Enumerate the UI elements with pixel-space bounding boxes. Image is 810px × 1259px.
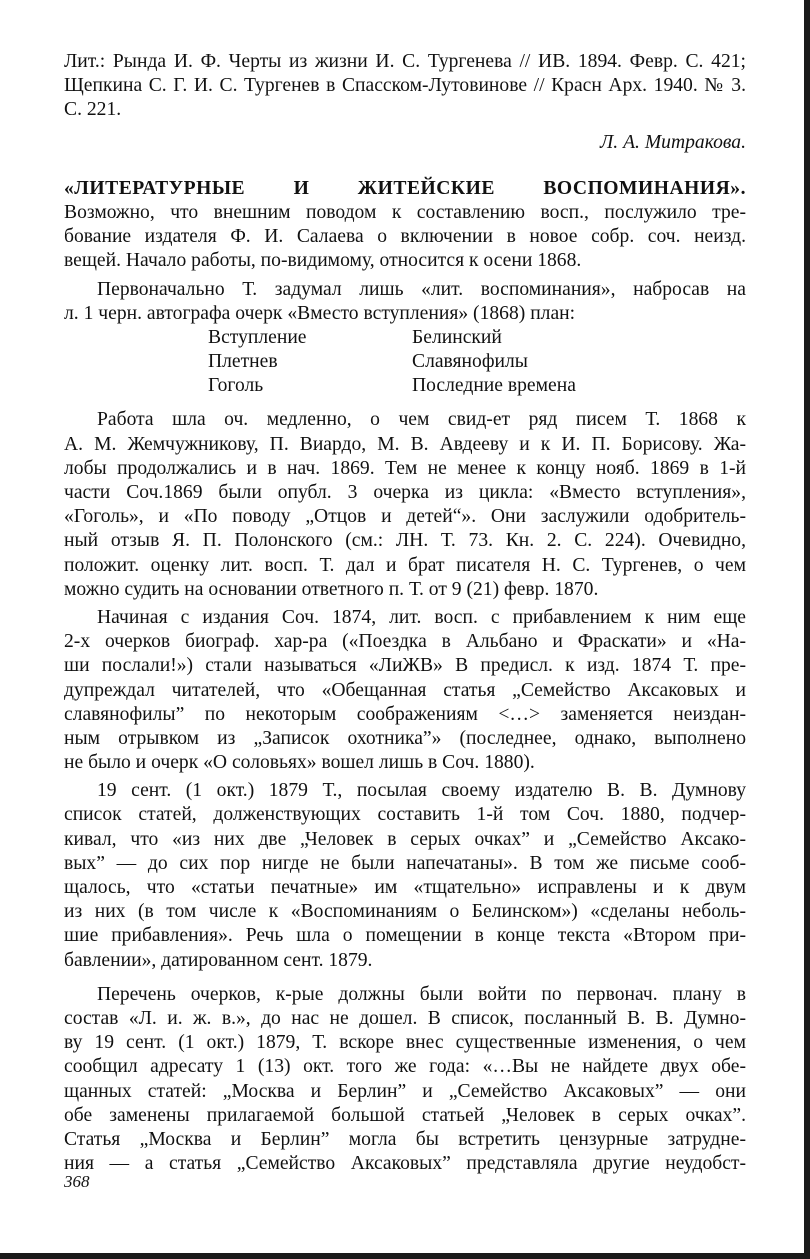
reference-line: С. 221. bbox=[64, 99, 122, 121]
paragraph-line: шие прибавления». Речь шла о помещении в конце текста «Втором при- bbox=[64, 925, 746, 947]
paragraph-line: ным отрывком из „Записок охотника”» (последнее, однако, выполнено bbox=[64, 727, 746, 749]
paragraph-line: список статей, долженствующих составить 1-й том Соч. 1880, подчер- bbox=[64, 804, 746, 826]
paragraph-line: сообщил адресату 1 (13) окт. того же года: «…Вы не найдете двух обе- bbox=[64, 1056, 746, 1078]
paragraph-line: вещей. Начало работы, по-видимому, относится к осени 1868. bbox=[64, 250, 582, 272]
references-block bbox=[64, 50, 746, 155]
page-body bbox=[64, 50, 746, 1176]
paragraph-line: ный отзыв Я. П. Полонского (см.: ЛН. Т. 73. Кн. 2. С. 224). Очевидно, bbox=[64, 530, 746, 552]
scan-edge-bottom bbox=[0, 1253, 810, 1259]
paragraph-line: Статья „Москва и Берлин” могла бы встретить цензурные затрудне- bbox=[64, 1128, 746, 1150]
plan-item: Плетнев bbox=[208, 351, 278, 373]
paragraph-line: славянофилы” по некоторым соображениям <…> заменяется неиздан- bbox=[64, 703, 746, 725]
paragraph-line: Первоначально Т. задумал лишь «лит. воспоминания», набросав на bbox=[97, 278, 746, 300]
paragraph-line: лобы продолжались и в нач. 1869. Тем не менее к концу нояб. 1869 в 1-й bbox=[64, 457, 746, 479]
plan-item: Славянофилы bbox=[412, 351, 528, 373]
paragraph-line: кивал, что «из них две „Человек в серых очках” и „Семейство Аксако- bbox=[64, 828, 746, 850]
paragraph-line: дупреждал читателей, что «Обещанная статья „Семейство Аксаковых и bbox=[64, 679, 746, 701]
paragraph-line: Работа шла оч. медленно, о чем свид-ет ряд писем Т. 1868 к bbox=[97, 409, 746, 431]
reference-line: Лит.: Рында И. Ф. Черты из жизни И. С. Тургенева // ИВ. 1894. Февр. С. 421; bbox=[64, 51, 746, 72]
plan-column-right bbox=[412, 326, 576, 399]
paragraph-line: А. М. Жемчужникову, П. Виардо, М. В. Авдееву и к И. П. Борисову. Жа- bbox=[64, 433, 746, 455]
paragraph-line: состав «Л. и. ж. в.», до нас не дошел. В список, посланный В. В. Думно- bbox=[64, 1007, 746, 1029]
paragraph-line: Перечень очерков, к-рые должны были войти по первонач. плану в bbox=[97, 983, 746, 1005]
article bbox=[64, 177, 746, 1177]
paragraph-line: Начиная с издания Соч. 1874, лит. восп. с прибавлением к ним еще bbox=[97, 606, 746, 628]
paragraph-line: не было и очерк «О соловьях» вошел лишь в Соч. 1880). bbox=[64, 752, 535, 774]
reference-line: Щепкина С. Г. И. С. Тургенев в Спасском-Лутовинове // Красн Арх. 1940. № 3. bbox=[64, 75, 746, 97]
plan-list bbox=[64, 326, 746, 399]
paragraph-line: части Соч.1869 были опубл. 3 очерка из цикла: «Вместо вступления», bbox=[64, 482, 746, 504]
paragraph-line: бование издателя Ф. И. Салаева о включении в новое собр. соч. неизд. bbox=[64, 226, 746, 248]
page-number: 368 bbox=[64, 1172, 90, 1191]
plan-column-left bbox=[208, 326, 307, 399]
plan-item: Гоголь bbox=[208, 375, 264, 397]
scan-edge-right bbox=[804, 0, 810, 1259]
paragraph-line: 19 сент. (1 окт.) 1879 Т., посылая своему издателю В. В. Думнову bbox=[97, 780, 746, 802]
paragraph-line: вых” — до сих пор нигде не были напечатаны». В том же письме сооб- bbox=[64, 852, 746, 874]
plan-item: Белинский bbox=[412, 326, 502, 348]
paragraph-line: «Гоголь», и «По поводу „Отцов и детей“». Они заслужили одобритель- bbox=[64, 506, 746, 528]
author-signature: Л. А. Митракова. bbox=[600, 131, 746, 153]
plan-item: Вступление bbox=[208, 326, 307, 348]
paragraph-line: положит. оценку лит. восп. Т. дал и брат писателя Н. С. Тургенев, о чем bbox=[64, 554, 746, 576]
paragraph-line: бавлении», датированном сент. 1879. bbox=[64, 949, 373, 971]
paragraph-line: из них (в том числе к «Воспоминаниям о Белинском») «сделаны неболь- bbox=[64, 901, 746, 923]
paragraph-line: щанных статей: „Москва и Берлин” и „Семейство Аксаковых” — они bbox=[64, 1080, 746, 1102]
paragraph-line: ния — а статья „Семейство Аксаковых” представляла другие неудобст- bbox=[64, 1153, 746, 1175]
paragraph-line: 2-х очерков биограф. хар-ра («Поездка в Альбано и Фраскати» и «На- bbox=[64, 631, 746, 653]
plan-item: Последние времена bbox=[412, 375, 576, 397]
paragraph-line: Возможно, что внешним поводом к составлению восп., послужило тре- bbox=[64, 201, 746, 223]
article-heading: «ЛИТЕРАТУРНЫЕ И ЖИТЕЙСКИЕ ВОСПОМИНАНИЯ». bbox=[64, 177, 746, 199]
paragraph-line: щалось, что «статьи печатные» им «тщательно» исправлены и к двум bbox=[64, 877, 746, 899]
paragraph-line: ву 19 сент. (1 окт.) 1879, Т. вскоре внес существенные изменения, о чем bbox=[64, 1032, 746, 1054]
paragraph-line: обе заменены прилагаемой большой статьей „Человек в серых очках”. bbox=[64, 1104, 746, 1126]
paragraph-line: ши послали!») стали называться «ЛиЖВ» В предисл. к изд. 1874 Т. пре- bbox=[64, 655, 746, 677]
paragraph-line: л. 1 черн. автографа очерк «Вместо вступления» (1868) план: bbox=[64, 302, 576, 324]
paragraph-line: можно судить на основании ответного п. Т. от 9 (21) февр. 1870. bbox=[64, 578, 599, 600]
